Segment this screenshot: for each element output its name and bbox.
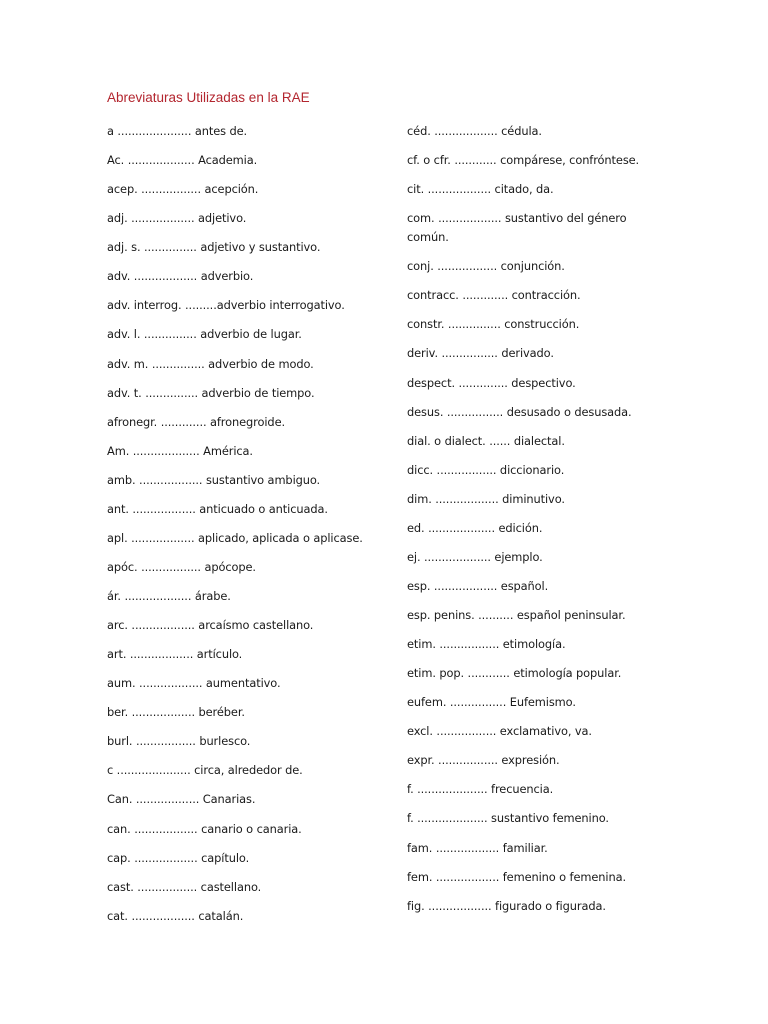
abbreviation-entry: ed. ................... edición. bbox=[407, 520, 543, 535]
abbreviation-entry: cat. .................. catalán. bbox=[107, 908, 244, 923]
abbreviation-entry: acep. ................. acepción. bbox=[107, 182, 259, 197]
abbreviation-entry: arc. .................. arcaísmo castellano. bbox=[107, 618, 314, 633]
abbreviation-entry: fem. .................. femenino o femenina. bbox=[407, 869, 626, 884]
abbreviation-entry: constr. ............... construcción. bbox=[407, 317, 580, 332]
abbreviation-entry: ár. ................... árabe. bbox=[107, 589, 231, 603]
abbreviation-entry: adv. interrog. .........adverbio interrogativo. bbox=[107, 298, 345, 313]
abbreviation-entry: etim. pop. ............ etimología popular. bbox=[407, 666, 622, 681]
abbreviation-entry: etim. ................. etimología. bbox=[407, 637, 566, 652]
abbreviation-entry: eufem. ................ Eufemismo. bbox=[407, 695, 576, 710]
abbreviation-entry: Am. ................... América. bbox=[107, 443, 253, 458]
abbreviation-entry: dial. o dialect. ...... dialectal. bbox=[407, 433, 565, 448]
abbreviation-entry: esp. .................. español. bbox=[407, 578, 549, 593]
abbreviation-entry: afronegr. ............. afronegroide. bbox=[107, 414, 285, 429]
abbreviation-entry: a ..................... antes de. bbox=[107, 124, 248, 138]
abbreviation-entry: cap. .................. capítulo. bbox=[107, 850, 250, 865]
abbreviation-entry: expr. ................. expresión. bbox=[407, 753, 560, 768]
abbreviation-entry: despect. .............. despectivo. bbox=[407, 375, 576, 390]
abbreviation-entry: adv. m. ............... adverbio de modo. bbox=[107, 356, 314, 371]
abbreviation-entry: excl. ................. exclamativo, va. bbox=[407, 724, 592, 739]
abbreviation-entry: esp. penins. .......... español peninsular. bbox=[407, 608, 626, 622]
abbreviation-entry: adv. .................. adverbio. bbox=[107, 269, 254, 284]
abbreviation-entry: contracc. ............. contracción. bbox=[407, 288, 581, 303]
abbreviation-entry: cit. .................. citado, da. bbox=[407, 182, 554, 197]
abbreviation-entry: ber. .................. beréber. bbox=[107, 705, 245, 720]
abbreviation-entry: fig. .................. figurado o figurada. bbox=[407, 898, 606, 913]
right-abbreviation-column bbox=[407, 122, 652, 926]
abbreviation-entry: art. .................. artículo. bbox=[107, 647, 243, 662]
abbreviation-entry: com. .................. sustantivo del género común. bbox=[407, 211, 627, 245]
abbreviation-entry: amb. .................. sustantivo ambiguo. bbox=[107, 472, 321, 487]
abbreviation-entry: adj. s. ............... adjetivo y sustantivo. bbox=[107, 240, 321, 255]
left-abbreviation-column bbox=[107, 122, 382, 936]
abbreviation-entry: cast. ................. castellano. bbox=[107, 879, 262, 894]
abbreviation-entry: f. .................... sustantivo femenino. bbox=[407, 811, 609, 826]
abbreviation-entry: desus. ................ desusado o desusada. bbox=[407, 404, 632, 419]
abbreviation-entry: c ..................... circa, alrededor de. bbox=[107, 763, 303, 778]
abbreviation-entry: burl. ................. burlesco. bbox=[107, 734, 251, 749]
abbreviation-entry: dicc. ................. diccionario. bbox=[407, 462, 565, 477]
abbreviation-entry: adv. l. ............... adverbio de lugar. bbox=[107, 327, 302, 342]
abbreviation-entry: ant. .................. anticuado o anticuada. bbox=[107, 501, 328, 516]
abbreviation-entry: Can. .................. Canarias. bbox=[107, 792, 256, 807]
abbreviation-entry: aum. .................. aumentativo. bbox=[107, 676, 281, 691]
abbreviation-entry: dim. .................. diminutivo. bbox=[407, 491, 565, 506]
abbreviation-entry: adj. .................. adjetivo. bbox=[107, 211, 247, 226]
abbreviation-entry: fam. .................. familiar. bbox=[407, 840, 548, 855]
abbreviation-entry: céd. .................. cédula. bbox=[407, 124, 542, 138]
abbreviation-entry: can. .................. canario o canaria. bbox=[107, 821, 302, 836]
abbreviation-entry: deriv. ................ derivado. bbox=[407, 346, 554, 361]
abbreviation-entry: ej. ................... ejemplo. bbox=[407, 549, 543, 564]
page-title: Abreviaturas Utilizadas en la RAE bbox=[107, 90, 310, 105]
abbreviation-entry: conj. ................. conjunción. bbox=[407, 259, 565, 274]
abbreviation-entry: apóc. ................. apócope. bbox=[107, 559, 256, 574]
abbreviation-entry: adv. t. ............... adverbio de tiempo. bbox=[107, 385, 315, 400]
abbreviation-entry: apl. .................. aplicado, aplicada o aplicase. bbox=[107, 530, 363, 545]
abbreviation-entry: Ac. ................... Academia. bbox=[107, 153, 258, 168]
abbreviation-entry: cf. o cfr. ............ compárese, confróntese. bbox=[407, 153, 640, 168]
abbreviation-entry: f. .................... frecuencia. bbox=[407, 782, 554, 797]
